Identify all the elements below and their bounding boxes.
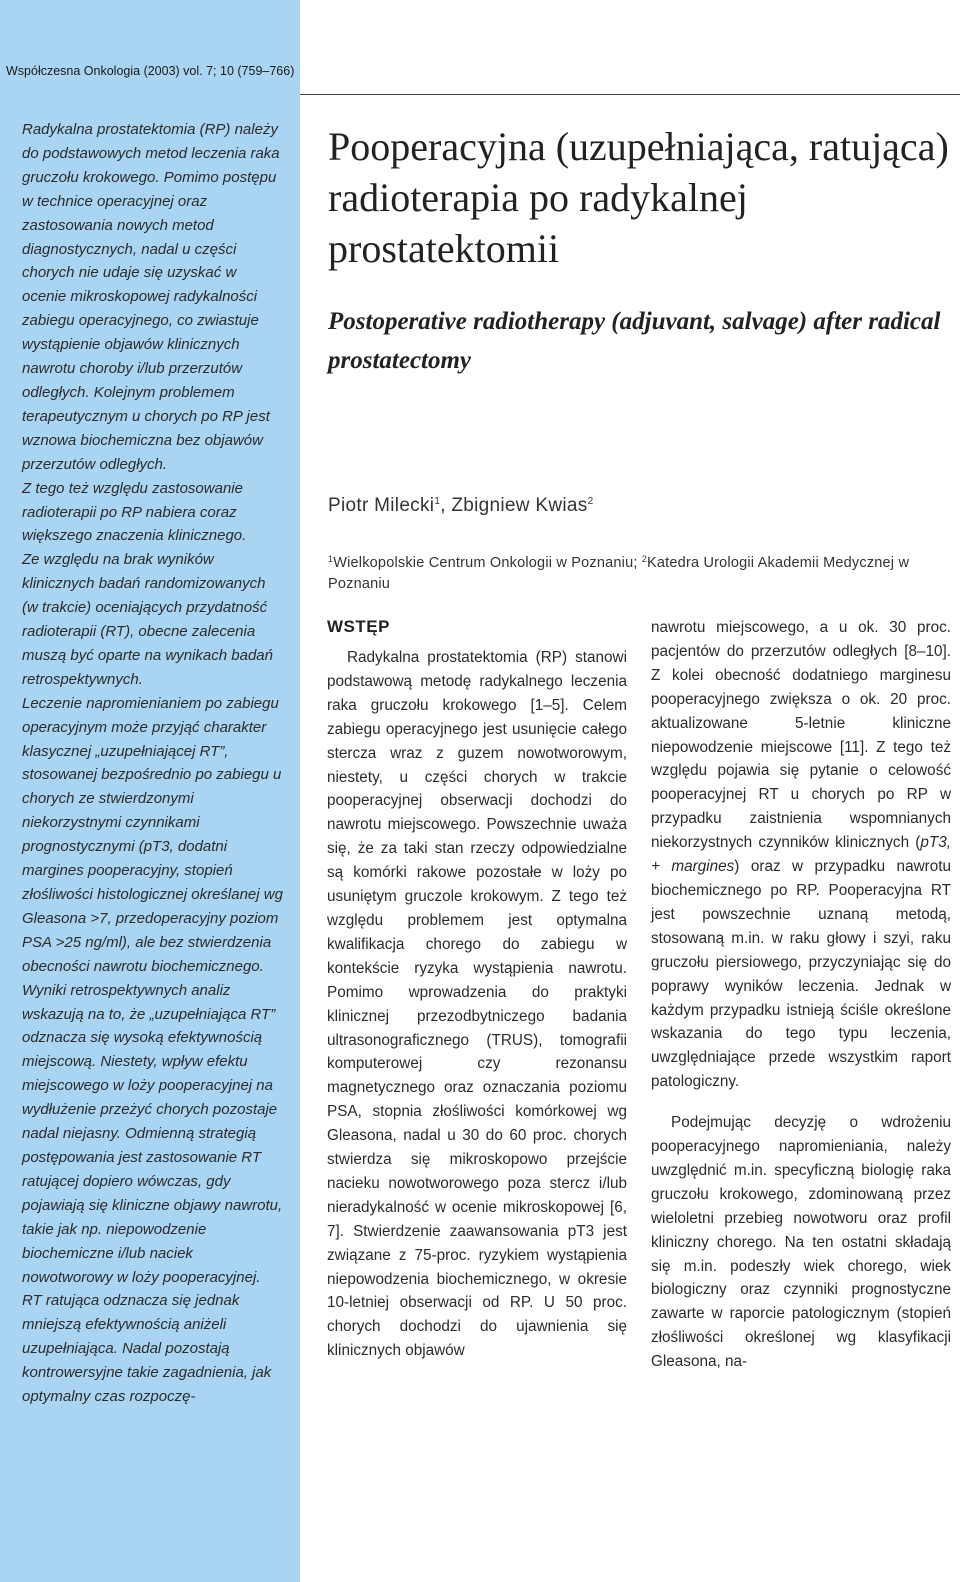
author-affiliation-mark: 2 <box>587 496 594 507</box>
journal-reference: Współczesna Onkologia (2003) vol. 7; 10 (759–766) <box>6 64 295 78</box>
body-column-right <box>651 616 951 1374</box>
author-affiliation-mark: 1 <box>434 496 441 507</box>
article-title: Pooperacyjna (uzupełniająca, ratująca) radioterapia po radykalnej prostatektomii <box>328 124 949 271</box>
author-line <box>328 495 953 517</box>
body-emphasis: pT3, + margines <box>651 834 951 876</box>
body-column-left <box>327 616 627 1363</box>
header-divider <box>300 94 960 95</box>
body-text: nawrotu miejscowego, a u ok. 30 proc. pacjentów do przerzutów odległych [8–10]. Z kolei obecność dodatniego marginesu pooperacyjnego zwiększa o ok. 20 proc. aktualizowane 5-letnie kliniczne niepowodzenie miejscowe [11]. Z tego też względu pojawia się pytanie o celowość pooperacyjnej RT u chorych po RP w przypadku zaistnienia wspomnianych niekorzystnych czynników klinicznych ( <box>651 619 951 852</box>
affiliation-mark: 2 <box>641 554 648 564</box>
article-subtitle: Postoperative radiotherapy (adjuvant, salvage) after radical prostatectomy <box>328 308 941 374</box>
author-name: Piotr Milecki <box>328 495 435 516</box>
affiliations <box>328 549 953 595</box>
body-paragraph <box>651 616 951 1094</box>
affiliation-text: Wielkopolskie Centrum Onkologii w Poznaniu; <box>333 555 642 571</box>
author-separator: , <box>440 495 452 516</box>
abstract <box>22 118 284 1409</box>
abstract-paragraph: Leczenie napromienianiem po zabiegu operacyjnym może przyjąć charakter klasycznej „uzupełniającej RT”, stosowanej bezpośrednio po zabiegu u chorych ze stwierdzonymi niekorzystnymi czynnikami prognostycznymi (pT3, dodatni margines pooperacyjny, stopień złośliwości histologicznej określanej wg Gleasona >7, przedoperacyjny poziom PSA >25 ng/ml), ale bez stwierdzenia obecności nawrotu biochemicznego. Wyniki retrospektywnych analiz wskazują na to, że „uzupełniająca RT” odznacza się wysoką efektywnością miejscową. Niestety, wpływ efektu miejscowego w loży pooperacyjnej na wydłużenie przeżyć chorych pozostaje nadal niejasny. Odmienną strategią postępowania jest zastosowanie RT ratującej dopiero wówczas, gdy pojawiają się kliniczne objawy nawrotu, takie jak np. niepowodzenie biochemiczne i/lub naciek nowotworowy w loży pooperacyjnej. RT ratująca odznacza się jednak mniejszą efektywnością aniżeli uzupełniająca. Nadal pozostają kontrowersyjne takie zagadnienia, jak optymalny czas rozpoczę- <box>22 694 283 1406</box>
section-heading: WSTĘP <box>327 617 390 636</box>
author-name: Zbigniew Kwias <box>451 495 588 516</box>
abstract-paragraph: Ze względu na brak wyników klinicznych badań randomizowanych (w trakcie) oceniających przydatność radioterapii (RT), obecne zalecenia muszą być oparte na wynikach badań retrospektywnych. <box>22 551 273 688</box>
abstract-paragraph: Radykalna prostatektomia (RP) należy do podstawowych metod leczenia raka gruczołu krokowego. Pomimo postępu w technice operacyjnej oraz zastosowania nowych metod diagnostycznych, nadal u części chorych nie udaje się uzyskać w ocenie mikroskopowej radykalności zabiegu operacyjnego, co zwiastuje wystąpienie objawów klinicznych nawrotu choroby i/lub przerzutów odległych. Kolejnym problemem terapeutycznym u chorych po RP jest wznowa biochemiczna bez objawów przerzutów odległych. <box>22 121 280 473</box>
body-paragraph: Radykalna prostatektomia (RP) stanowi podstawową metodę radykalnego leczenia raka gruczołu krokowego [1–5]. Celem zabiegu operacyjnego jest usunięcie całego stercza wraz z guzem nowotworowym, niestety, u części chorych w trakcie pooperacyjnej obserwacji dochodzi do nawrotu miejscowego. Powszechnie uważa się, że za taki stan rzeczy odpowiedzialne są komórki rakowe pozostałe w loży po usuniętym gruczole krokowym. Z tego też względu problemem jest optymalna kwalifikacja chorego do zabiegu w kontekście ryzyka wystąpienia nawrotu. Pomimo wprowadzenia do praktyki klinicznej przezodbytniczego badania ultrasonograficznego (TRUS), tomografii komputerowej czy rezonansu magnetycznego oraz oznaczania poziomu PSA, stopnia złośliwości komórkowej wg Gleasona, nadal u 30 do 60 proc. chorych stwierdza się mikroskopowo przejście nacieku nowotworowego poza stercz i/lub nieradykalność w ocenie mikroskopowej [6, 7]. Stwierdzenie zaawansowania pT3 jest związane z 75-proc. ryzykiem wystąpienia niepowodzenia biochemicznego, w okresie 10-letniej obserwacji od RP. U 50 proc. chorych dochodzi do ujawnienia się klinicznych objawów <box>327 649 627 1360</box>
abstract-paragraph: Z tego też względu zastosowanie radioterapii po RP nabiera coraz większego znaczenia klinicznego. <box>22 479 247 545</box>
affiliation-mark: 1 <box>328 554 334 564</box>
body-text: ) oraz w przypadku nawrotu biochemicznego po RP. Pooperacyjna RT jest powszechnie uznaną metodą, stosowaną m.in. w raku głowy i szyi, raku gruczołu piersiowego, przyczyniając się do poprawy wyników leczenia. Jednak w każdym przypadku istnieją ściśle określone wskazania do tego typu leczenia, uwzględniające przede wszystkim raport patologiczny. <box>651 858 951 1091</box>
affiliation-text: Katedra Urologii Akademii Medycznej w Poznaniu <box>328 555 910 592</box>
body-paragraph: Podejmując decyzję o wdrożeniu pooperacyjnego napromieniania, należy uwzględnić m.in. specyficzną biologię raka gruczołu krokowego, zdominowaną przez wieloletni przebieg nowotworu oraz profil kliniczny chorego. Na ten ostatni składają się m.in. podeszły wiek chorego, wiek biologiczny oraz czynniki prognostyczne zawarte w raporcie patologicznym (stopień złośliwości określonej wg klasyfikacji Gleasona, na- <box>651 1114 951 1371</box>
